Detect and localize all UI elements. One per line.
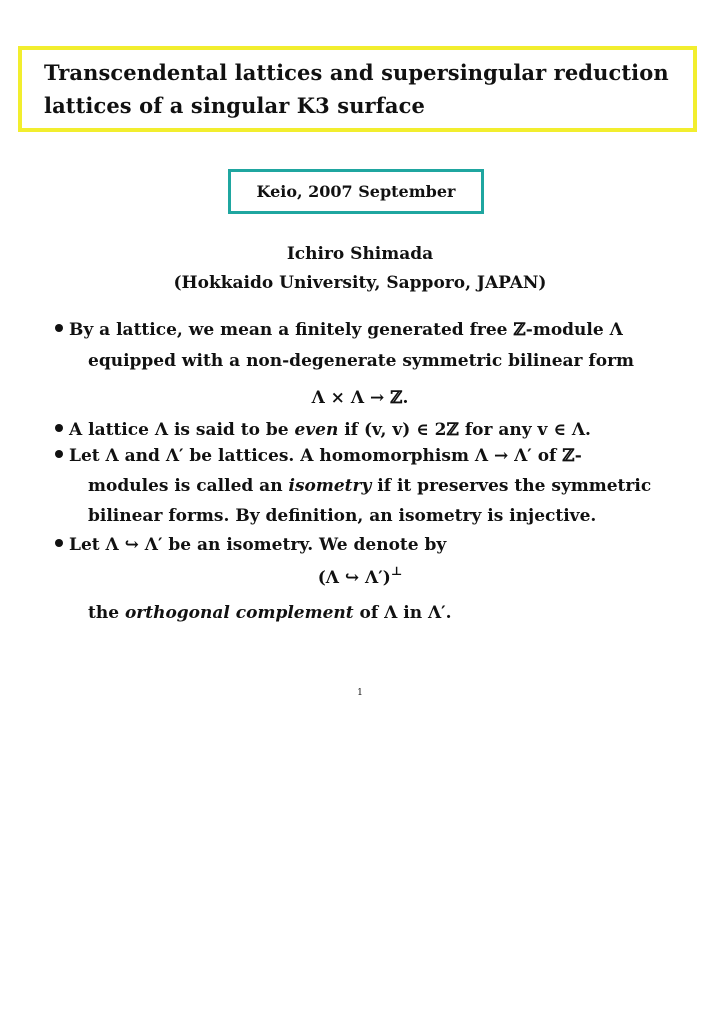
bullet-4-text: Let Λ ↪ Λ′ be an isometry. We denote by [69, 535, 447, 555]
bullet-4-continuation [88, 603, 452, 623]
bullet-1-text: By a lattice, we mean a finitely generated free ℤ-module Λ [69, 320, 623, 340]
bullet-2-emphasis: even [294, 420, 339, 440]
bullet-item-3 [55, 446, 582, 466]
bullet-4-line3-post: of Λ in Λ′. [353, 603, 452, 623]
bullet-item-1 [55, 320, 623, 340]
title-line-1: Transcendental lattices and supersingular reduction [44, 60, 669, 85]
bullet-3-line2-post: if it preserves the symmetric [371, 476, 652, 496]
bullet-2-post: if (v, v) ∈ 2ℤ for any v ∈ Λ. [338, 420, 591, 440]
bullet-4-line3-pre: the [88, 603, 125, 623]
page-number: 1 [357, 688, 363, 698]
title-box [18, 46, 697, 132]
bullet-3-line2-pre: modules is called an [88, 476, 289, 496]
venue-box [228, 169, 484, 214]
bullet-icon [55, 450, 63, 458]
bullet-4-emphasis: orthogonal complement [124, 603, 354, 623]
bullet-3-continuation-1 [88, 476, 651, 496]
bullet-icon [55, 424, 63, 432]
bullet-1-continuation: equipped with a non-degenerate symmetric bilinear form [88, 351, 635, 371]
bullet-icon [55, 539, 63, 547]
bullet-3-text: Let Λ and Λ′ be lattices. A homomorphism Λ → Λ′ of ℤ- [69, 446, 582, 466]
formula-bilinear-form: Λ × Λ → ℤ. [311, 388, 409, 408]
bullet-icon [55, 324, 63, 332]
bullet-item-2 [55, 420, 591, 440]
perp-superscript: ⊥ [390, 564, 403, 578]
author-affiliation: (Hokkaido University, Sapporo, JAPAN) [173, 273, 547, 293]
bullet-3-continuation-2: bilinear forms. By definition, an isometry is injective. [88, 506, 597, 526]
venue-text: Keio, 2007 September [256, 182, 456, 201]
bullet-item-4 [55, 535, 446, 555]
bullet-2-pre: A lattice Λ is said to be [69, 420, 295, 440]
formula-orthogonal-main: (Λ ↪ Λ′) [317, 568, 391, 588]
formula-orthogonal [0, 564, 720, 588]
title-line-2: lattices of a singular K3 surface [44, 93, 425, 118]
bullet-3-emphasis: isometry [288, 476, 372, 496]
author-name: Ichiro Shimada [286, 244, 434, 264]
